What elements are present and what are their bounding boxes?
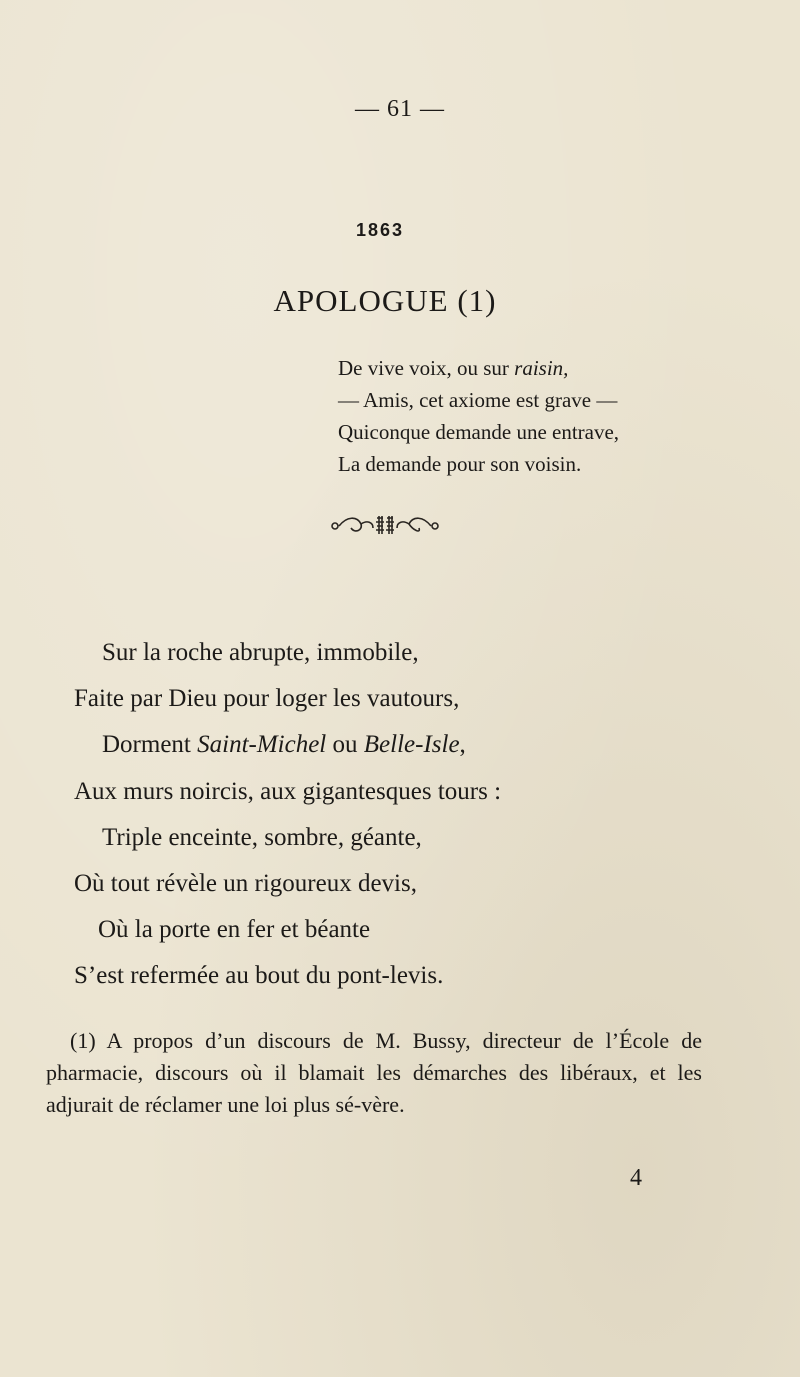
poem-place-saint-michel: Saint-Michel <box>197 731 327 759</box>
poem-place-belle-isle: Belle-Isle <box>363 731 460 759</box>
poem-line-2: Faite par Dieu pour loger les vautours, <box>74 685 460 713</box>
footnote <box>46 1025 702 1121</box>
footnote-text: (1) A propos d’un discours de M. Bussy, directeur de l’École de pharmacie, discours où il blamait les démarches des libéraux, et les adjurait de réclamer une loi plus sé-vère. <box>46 1028 702 1117</box>
poem-line-3 <box>74 722 501 768</box>
poem-line-6: Où tout révèle un rigoureux devis, <box>74 870 417 898</box>
epigraph-line-1-italic: raisin, <box>514 356 569 380</box>
poem-line-3-pre: Dorment <box>102 731 198 759</box>
poem-title: APOLOGUE (1) <box>273 283 497 318</box>
epigraph-line-4: La demande pour son voisin. <box>338 452 582 476</box>
fleuron-ornament-icon <box>329 512 441 538</box>
poem-line-3-post: , <box>459 731 466 759</box>
poem <box>74 630 501 1000</box>
epigraph-line-2: — Amis, cet axiome est grave — <box>338 388 618 412</box>
epigraph-line-1 <box>338 352 619 384</box>
epigraph <box>338 352 619 480</box>
poem-line-5: Triple enceinte, sombre, géante, <box>102 823 422 851</box>
poem-line-4: Aux murs noircis, aux gigantesques tours : <box>74 777 502 805</box>
poem-line-7: Où la porte en fer et béante <box>98 916 371 944</box>
epigraph-line-3: Quiconque demande une entrave, <box>338 420 620 444</box>
epigraph-line-1-text: De vive voix, ou sur <box>338 356 515 380</box>
poem-line-8: S’est refermée au bout du pont-levis. <box>74 962 444 990</box>
ornament <box>0 512 770 543</box>
poem-line-3-mid: ou <box>326 731 364 759</box>
section-year: 1863 <box>355 220 405 240</box>
signature-mark: 4 <box>630 1165 642 1191</box>
poem-line-1: Sur la roche abrupte, immobile, <box>102 639 419 666</box>
page-number: — 61 — <box>355 96 445 122</box>
